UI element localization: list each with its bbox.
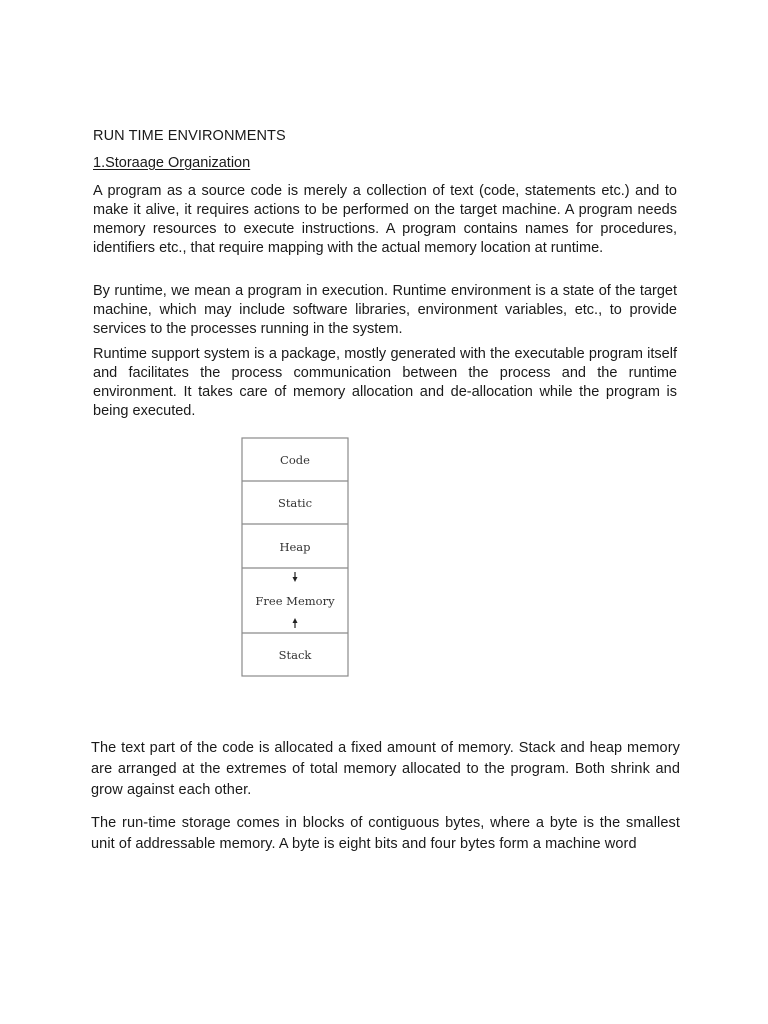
paragraph-runtime-support: Runtime support system is a package, mostly generated with the executable program itself and facilitates the process communication between the process and the runtime environment. It takes care of memory allocation and de-allocation while the program is being executed.: [93, 346, 677, 419]
segment-free-memory-label: Free Memory: [255, 594, 335, 608]
paragraph-runtime: By runtime, we mean a program in execution. Runtime environment is a state of the target machine, which may include software libraries, environment variables, etc., to provide services to the processes running in the system.: [93, 283, 677, 337]
paragraph-runtime-storage: The run-time storage comes in blocks of contiguous bytes, where a byte is the smallest unit of addressable memory. A byte is eight bits and four bytes form a machine word: [91, 815, 680, 852]
segment-static-label: Static: [277, 496, 313, 510]
segment-heap-label: Heap: [279, 540, 311, 554]
segment-stack-label: Stack: [278, 648, 312, 662]
paragraph-text-part: The text part of the code is allocated a fixed amount of memory. Stack and heap memory are arranged at the extremes of total memory allocated to the program. Both shrink and grow against each other.: [91, 740, 680, 798]
document-title: RUN TIME ENVIRONMENTS: [93, 128, 286, 144]
paragraph-source-code: A program as a source code is merely a collection of text (code, statements etc.) and to make it alive, it requires actions to be performed on the target machine. A program needs memory resources to execute instructions. A program contains names for procedures, identifiers etc., that require mapping with the actual memory location at runtime.: [93, 183, 677, 256]
segment-code-label: Code: [280, 453, 310, 467]
section-heading: 1.Storaage Organization: [93, 155, 251, 171]
memory-layout-svg: [240, 437, 350, 679]
memory-layout-diagram: [240, 437, 350, 679]
memory-outline: [242, 438, 348, 676]
